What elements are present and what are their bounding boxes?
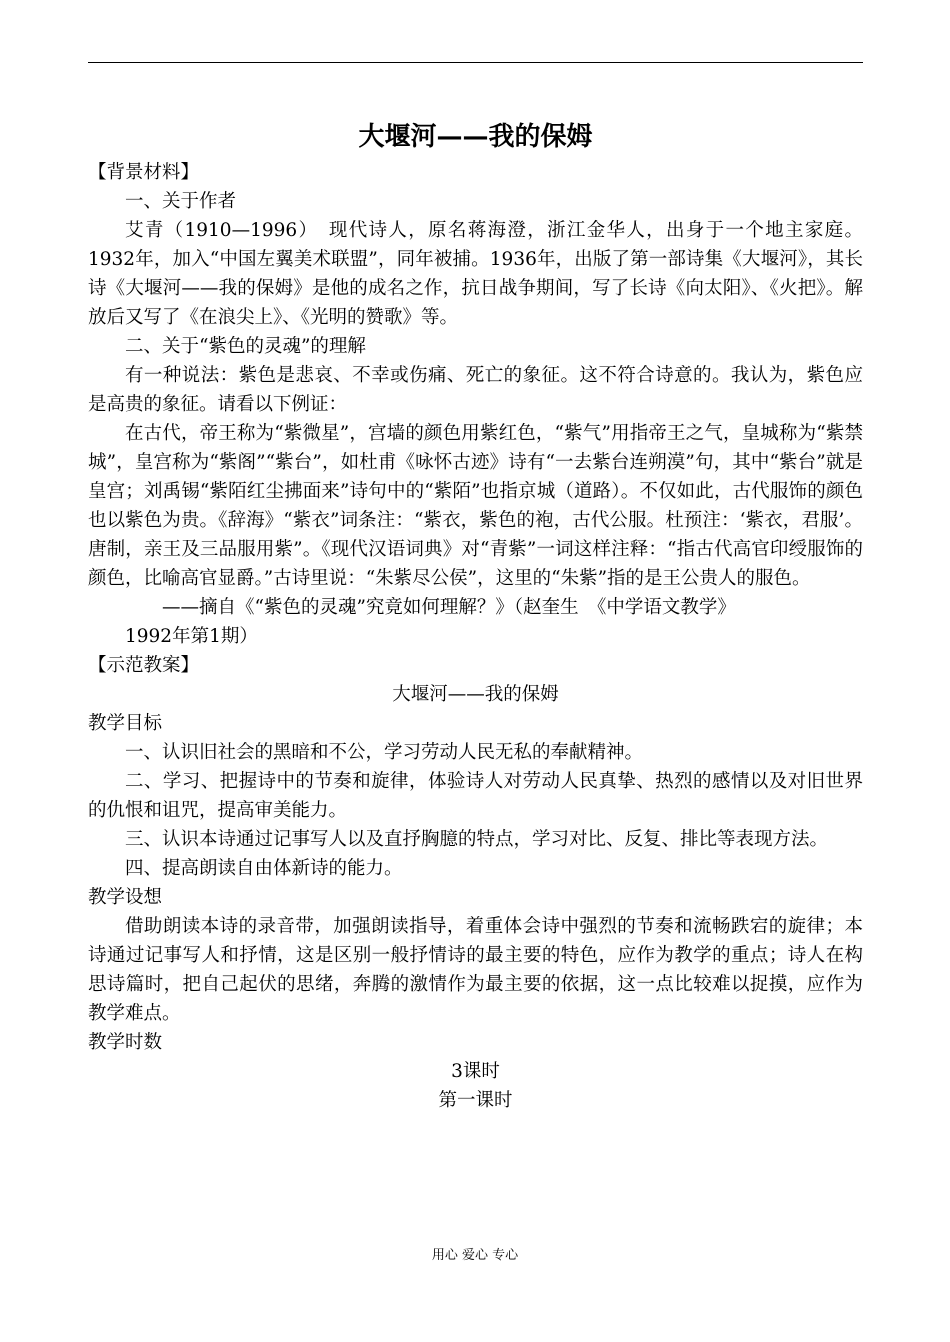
background-heading: 【背景材料】 (88, 162, 200, 183)
idea-heading: 教学设想 (88, 887, 163, 908)
first-lesson-heading: 第一课时 (438, 1090, 513, 1111)
hours-heading: 教学时数 (88, 1032, 163, 1053)
citation-line-1: ——摘自《“紫色的灵魂”究竟如何理解？》（赵奎生 《中学语文教学》 (162, 597, 736, 618)
goal-item-3: 三、认识本诗通过记事写人以及直抒胸臆的特点，学习对比、反复、排比等表现方法。 (125, 829, 829, 850)
purple-paragraph-2: 在古代，帝王称为“紫微星”，宫墙的颜色用紫红色，“紫气”用指帝王之气，皇城称为“紫禁城”，皇宫称为“紫阁”“紫台”，如杜甫《咏怀古迹》诗有“一去紫台连朔漠”句，其中“紫台”就是皇宫；刘禹锡“紫陌红尘拂面来”诗句中的“紫陌”也指京城（道路）。不仅如此，古代服饰的颜色也以紫色为贵。《辞海》“紫衣”词条注：“紫衣，紫色的袍，古代公服。杜预注：‘紫衣，君服’。唐制，亲王及三品服用紫”。《现代汉语词典》对“青紫”一词这样注释：“指古代高官印绶服饰的颜色，比喻高官显爵。”古诗里说：“朱紫尽公侯”，这里的“朱紫”指的是王公贵人的服色。 (88, 423, 863, 589)
page-footer: 用心 爱心 专心 (431, 1248, 519, 1263)
goal-item-4: 四、提高朗读自由体新诗的能力。 (125, 858, 403, 879)
hours-value: 3课时 (451, 1061, 500, 1082)
lesson-heading: 【示范教案】 (88, 655, 200, 676)
goal-item-2: 二、学习、把握诗中的节奏和旋律，体验诗人对劳动人民真挚、热烈的感情以及对旧世界的仇恨和诅咒，提高审美能力。 (88, 771, 863, 821)
idea-paragraph: 借助朗读本诗的录音带，加强朗读指导，着重体会诗中强烈的节奏和流畅跌宕的旋律；本诗通过记事写人和抒情，这是区别一般抒情诗的最主要的特色，应作为教学的重点；诗人在构思诗篇时，把自己起伏的思绪，奔腾的激情作为最主要的依据，这一点比较难以捉摸，应作为教学难点。 (88, 916, 863, 1024)
purple-heading: 二、关于“紫色的灵魂”的理解 (125, 336, 366, 357)
lesson-subtitle: 大堰河——我的保姆 (392, 684, 559, 705)
author-heading: 一、关于作者 (125, 191, 237, 212)
goals-heading: 教学目标 (88, 713, 163, 734)
purple-paragraph-1: 有一种说法：紫色是悲哀、不幸或伤痛、死亡的象征。这不符合诗意的。我认为，紫色应是高贵的象征。请看以下例证： (88, 365, 863, 415)
page-title: 大堰河——我的保姆 (358, 122, 593, 152)
citation-line-2: 1992年第1期） (125, 626, 258, 647)
document-body (88, 116, 863, 1115)
author-paragraph: 艾青（1910—1996） 现代诗人，原名蒋海澄，浙江金华人，出身于一个地主家庭。1932年，加入“中国左翼美术联盟”，同年被捕。1936年，出版了第一部诗集《大堰河》，其长诗《大堰河——我的保姆》是他的成名之作，抗日战争期间，写了长诗《向太阳》、《火把》。解放后又写了《在浪尖上》、《光明的赞歌》等。 (88, 220, 863, 328)
header-rule (88, 62, 863, 63)
goal-item-1: 一、认识旧社会的黑暗和不公，学习劳动人民无私的奉献精神。 (125, 742, 644, 763)
